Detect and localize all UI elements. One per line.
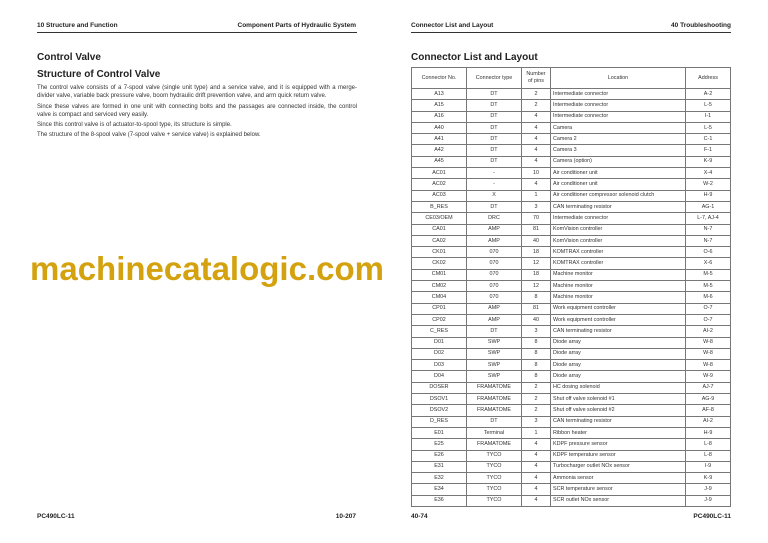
table-row bbox=[412, 348, 731, 359]
connector-type: 070 bbox=[467, 247, 522, 258]
location: Air conditioner compressor solenoid clutch bbox=[551, 190, 686, 201]
location: Air conditioner unit bbox=[551, 179, 686, 190]
header-rule bbox=[411, 32, 731, 33]
connector-type: 070 bbox=[467, 281, 522, 292]
connector-type: 070 bbox=[467, 292, 522, 303]
address: I-1 bbox=[686, 111, 731, 122]
address: C-1 bbox=[686, 134, 731, 145]
col-address: Address bbox=[686, 68, 731, 89]
connector-no: CP02 bbox=[412, 314, 467, 325]
pin-count: 8 bbox=[522, 292, 551, 303]
connector-type: 070 bbox=[467, 258, 522, 269]
connector-no: A13 bbox=[412, 89, 467, 100]
connector-type: DT bbox=[467, 100, 522, 111]
connector-no: CE03/OEM bbox=[412, 213, 467, 224]
connector-type: DT bbox=[467, 326, 522, 337]
location: KOMTRAX controller bbox=[551, 247, 686, 258]
table-row bbox=[412, 495, 731, 506]
table-row bbox=[412, 484, 731, 495]
address: F-1 bbox=[686, 145, 731, 156]
pin-count: 2 bbox=[522, 394, 551, 405]
section-header: Connector List and Layout bbox=[411, 22, 494, 29]
connector-type: FRAMATOME bbox=[467, 394, 522, 405]
connector-no: D04 bbox=[412, 371, 467, 382]
pin-count: 81 bbox=[522, 224, 551, 235]
location: KOMTRAX controller bbox=[551, 258, 686, 269]
address: W-8 bbox=[686, 337, 731, 348]
table-row bbox=[412, 360, 731, 371]
connector-no: E34 bbox=[412, 484, 467, 495]
address: L-8 bbox=[686, 450, 731, 461]
table-row bbox=[412, 326, 731, 337]
connector-type: FRAMATOME bbox=[467, 382, 522, 393]
location: Air conditioner unit bbox=[551, 168, 686, 179]
table-row bbox=[412, 394, 731, 405]
paragraph: Since this control valve is of actuator-to-spool type, its structure is simple. bbox=[37, 122, 232, 129]
address: K-9 bbox=[686, 473, 731, 484]
connector-no: CA01 bbox=[412, 224, 467, 235]
address: AI-2 bbox=[686, 326, 731, 337]
pin-count: 4 bbox=[522, 461, 551, 472]
pin-count: 10 bbox=[522, 168, 551, 179]
connector-no: CM04 bbox=[412, 292, 467, 303]
pin-count: 3 bbox=[522, 201, 551, 212]
connector-type: TYCO bbox=[467, 461, 522, 472]
address: O-7 bbox=[686, 303, 731, 314]
connector-no: D01 bbox=[412, 337, 467, 348]
table-row bbox=[412, 337, 731, 348]
pin-count: 2 bbox=[522, 89, 551, 100]
connector-type: DT bbox=[467, 122, 522, 133]
connector-no: A16 bbox=[412, 111, 467, 122]
connector-no: CK01 bbox=[412, 247, 467, 258]
location: Diode array bbox=[551, 371, 686, 382]
pin-count: 2 bbox=[522, 405, 551, 416]
connector-no: DOSER bbox=[412, 382, 467, 393]
location: CAN terminating resistor bbox=[551, 416, 686, 427]
chapter-header: 40 Troubleshooting bbox=[671, 22, 731, 29]
location: Camera bbox=[551, 122, 686, 133]
address: O-7 bbox=[686, 314, 731, 325]
table-row bbox=[412, 427, 731, 438]
pin-count: 1 bbox=[522, 190, 551, 201]
paragraph: The structure of the 8-spool valve (7-spool valve + service valve) is explained below. bbox=[37, 132, 261, 139]
connector-no: D02 bbox=[412, 348, 467, 359]
page-number: 40-74 bbox=[411, 513, 428, 520]
address: N-7 bbox=[686, 235, 731, 246]
pin-count: 4 bbox=[522, 134, 551, 145]
paragraph: Since these valves are formed in one unit with connecting bolts and the passages are connected inside, the control valve is compact and serviced very easily. bbox=[37, 103, 357, 118]
address: AI-2 bbox=[686, 416, 731, 427]
pin-count: 4 bbox=[522, 495, 551, 506]
address: M-5 bbox=[686, 269, 731, 280]
connector-no: A45 bbox=[412, 156, 467, 167]
col-connector-no: Connector No. bbox=[412, 68, 467, 89]
table-row bbox=[412, 179, 731, 190]
connector-no: AC01 bbox=[412, 168, 467, 179]
connector-no: E26 bbox=[412, 450, 467, 461]
section-header: 10 Structure and Function bbox=[37, 22, 118, 29]
location: Camera (option) bbox=[551, 156, 686, 167]
connector-no: CA02 bbox=[412, 235, 467, 246]
connector-no: DSOV1 bbox=[412, 394, 467, 405]
connector-type: TYCO bbox=[467, 450, 522, 461]
address: L-7, AJ-4 bbox=[686, 213, 731, 224]
pin-count: 70 bbox=[522, 213, 551, 224]
pin-count: 3 bbox=[522, 416, 551, 427]
table-row bbox=[412, 258, 731, 269]
connector-type: AMP bbox=[467, 314, 522, 325]
location: Turbocharger outlet NOx sensor bbox=[551, 461, 686, 472]
connector-no: CM02 bbox=[412, 281, 467, 292]
address: J-9 bbox=[686, 495, 731, 506]
address: AF-8 bbox=[686, 405, 731, 416]
location: Camera 2 bbox=[551, 134, 686, 145]
connector-no: E25 bbox=[412, 439, 467, 450]
model-footer: PC490LC-11 bbox=[693, 513, 731, 520]
connector-no: CP01 bbox=[412, 303, 467, 314]
table-row bbox=[412, 473, 731, 484]
table-row bbox=[412, 314, 731, 325]
connector-type: SWP bbox=[467, 348, 522, 359]
address: W-8 bbox=[686, 360, 731, 371]
address: L-5 bbox=[686, 122, 731, 133]
table-row bbox=[412, 281, 731, 292]
page-title: Connector List and Layout bbox=[411, 52, 538, 63]
address: K-9 bbox=[686, 156, 731, 167]
page-number: 10-207 bbox=[335, 513, 356, 520]
table-row bbox=[412, 439, 731, 450]
connector-no: E31 bbox=[412, 461, 467, 472]
pin-count: 40 bbox=[522, 235, 551, 246]
location: Intermediate connector bbox=[551, 111, 686, 122]
connector-no: A41 bbox=[412, 134, 467, 145]
pin-count: 2 bbox=[522, 100, 551, 111]
connector-type: SWP bbox=[467, 337, 522, 348]
connector-no: CK02 bbox=[412, 258, 467, 269]
connector-no: E01 bbox=[412, 427, 467, 438]
pin-count: 8 bbox=[522, 348, 551, 359]
location: Ammonia sensor bbox=[551, 473, 686, 484]
connector-type: AMP bbox=[467, 303, 522, 314]
pin-count: 8 bbox=[522, 360, 551, 371]
address: A-2 bbox=[686, 89, 731, 100]
location: Camera 3 bbox=[551, 145, 686, 156]
connector-type: 070 bbox=[467, 269, 522, 280]
col-connector-type: Connector type bbox=[467, 68, 522, 89]
connector-type: TYCO bbox=[467, 484, 522, 495]
table-row bbox=[412, 416, 731, 427]
connector-no: B_RES bbox=[412, 201, 467, 212]
location: Ribbon heater bbox=[551, 427, 686, 438]
address: J-9 bbox=[686, 484, 731, 495]
col-pins: Number of pins bbox=[522, 68, 551, 89]
pin-count: 8 bbox=[522, 337, 551, 348]
table-row bbox=[412, 247, 731, 258]
pin-count: 18 bbox=[522, 269, 551, 280]
address: O-6 bbox=[686, 247, 731, 258]
table-row bbox=[412, 100, 731, 111]
pin-count: 12 bbox=[522, 258, 551, 269]
table-row bbox=[412, 190, 731, 201]
location: CAN terminating resistor bbox=[551, 326, 686, 337]
connector-type: AMP bbox=[467, 224, 522, 235]
connector-type: SWP bbox=[467, 360, 522, 371]
location: KDPF pressure sensor bbox=[551, 439, 686, 450]
table-row bbox=[412, 269, 731, 280]
address: L-8 bbox=[686, 439, 731, 450]
location: Diode array bbox=[551, 337, 686, 348]
table-row bbox=[412, 134, 731, 145]
pin-count: 3 bbox=[522, 326, 551, 337]
address: H-9 bbox=[686, 427, 731, 438]
pin-count: 12 bbox=[522, 281, 551, 292]
connector-type: - bbox=[467, 168, 522, 179]
table-row bbox=[412, 201, 731, 212]
connector-type: DT bbox=[467, 145, 522, 156]
address: X-6 bbox=[686, 258, 731, 269]
pin-count: 4 bbox=[522, 156, 551, 167]
connector-type: SWP bbox=[467, 371, 522, 382]
location: Shut off valve solenoid #1 bbox=[551, 394, 686, 405]
address: H-9 bbox=[686, 190, 731, 201]
location: Machine monitor bbox=[551, 281, 686, 292]
table-row bbox=[412, 156, 731, 167]
col-location: Location bbox=[551, 68, 686, 89]
address: N-7 bbox=[686, 224, 731, 235]
connector-type: FRAMATOME bbox=[467, 405, 522, 416]
connector-type: Terminal bbox=[467, 427, 522, 438]
table-row bbox=[412, 292, 731, 303]
pin-count: 2 bbox=[522, 382, 551, 393]
table-row bbox=[412, 235, 731, 246]
connector-no: DSOV2 bbox=[412, 405, 467, 416]
address: W-9 bbox=[686, 371, 731, 382]
location: Machine monitor bbox=[551, 292, 686, 303]
location: Diode array bbox=[551, 360, 686, 371]
pin-count: 4 bbox=[522, 439, 551, 450]
pin-count: 4 bbox=[522, 122, 551, 133]
table-row bbox=[412, 89, 731, 100]
table-row bbox=[412, 405, 731, 416]
location: Work equipment controller bbox=[551, 314, 686, 325]
pin-count: 1 bbox=[522, 427, 551, 438]
paragraph: The control valve consists of a 7-spool valve (single unit type) and a service valve, and it is equipped with a merge-divider valve, variable back pressure valve, boom hydraulic drift prevention valve, and arm quick return valve. bbox=[37, 85, 357, 100]
table-row bbox=[412, 168, 731, 179]
pin-count: 18 bbox=[522, 247, 551, 258]
connector-no: E36 bbox=[412, 495, 467, 506]
header-rule bbox=[37, 32, 357, 33]
connector-table bbox=[411, 67, 731, 507]
location: CAN terminating resistor bbox=[551, 201, 686, 212]
connector-no: A40 bbox=[412, 122, 467, 133]
location: KomVision controller bbox=[551, 224, 686, 235]
location: Intermediate connector bbox=[551, 100, 686, 111]
connector-no: E32 bbox=[412, 473, 467, 484]
location: Intermediate connector bbox=[551, 89, 686, 100]
connector-no: A42 bbox=[412, 145, 467, 156]
location: Intermediate connector bbox=[551, 213, 686, 224]
table-row bbox=[412, 145, 731, 156]
connector-type: TYCO bbox=[467, 473, 522, 484]
connector-type: DT bbox=[467, 89, 522, 100]
connector-no: AC03 bbox=[412, 190, 467, 201]
connector-type: DT bbox=[467, 201, 522, 212]
location: SCR outlet NOx sensor bbox=[551, 495, 686, 506]
pin-count: 4 bbox=[522, 145, 551, 156]
location: Machine monitor bbox=[551, 269, 686, 280]
location: HC dosing solenoid bbox=[551, 382, 686, 393]
connector-type: DT bbox=[467, 416, 522, 427]
table-row bbox=[412, 371, 731, 382]
address: W-8 bbox=[686, 348, 731, 359]
section-title: Structure of Control Valve bbox=[37, 69, 161, 80]
pin-count: 40 bbox=[522, 314, 551, 325]
pin-count: 8 bbox=[522, 371, 551, 382]
connector-no: CM01 bbox=[412, 269, 467, 280]
connector-no: D_RES bbox=[412, 416, 467, 427]
connector-type: X bbox=[467, 190, 522, 201]
table-row bbox=[412, 461, 731, 472]
chapter-header: Component Parts of Hydraulic System bbox=[237, 22, 356, 29]
connector-type: DT bbox=[467, 156, 522, 167]
table-row bbox=[412, 122, 731, 133]
model-footer: PC490LC-11 bbox=[37, 513, 75, 520]
connector-type: FRAMATOME bbox=[467, 439, 522, 450]
pin-count: 81 bbox=[522, 303, 551, 314]
connector-no: A15 bbox=[412, 100, 467, 111]
location: SCR temperature sensor bbox=[551, 484, 686, 495]
connector-no: D03 bbox=[412, 360, 467, 371]
location: KomVision controller bbox=[551, 235, 686, 246]
pin-count: 4 bbox=[522, 473, 551, 484]
connector-type: - bbox=[467, 179, 522, 190]
address: X-4 bbox=[686, 168, 731, 179]
location: KDPF temperature sensor bbox=[551, 450, 686, 461]
table-row bbox=[412, 382, 731, 393]
address: W-2 bbox=[686, 179, 731, 190]
table-row bbox=[412, 224, 731, 235]
address: I-9 bbox=[686, 461, 731, 472]
connector-type: DRC bbox=[467, 213, 522, 224]
address: M-6 bbox=[686, 292, 731, 303]
pin-count: 4 bbox=[522, 484, 551, 495]
connector-no: AC02 bbox=[412, 179, 467, 190]
address: M-5 bbox=[686, 281, 731, 292]
table-row bbox=[412, 450, 731, 461]
pin-count: 4 bbox=[522, 179, 551, 190]
table-row bbox=[412, 111, 731, 122]
location: Shut off valve solenoid #2 bbox=[551, 405, 686, 416]
location: Work equipment controller bbox=[551, 303, 686, 314]
table-row bbox=[412, 303, 731, 314]
page-title: Control Valve bbox=[37, 52, 101, 63]
location: Diode array bbox=[551, 348, 686, 359]
watermark: machinecatalogic.com bbox=[30, 250, 384, 287]
pin-count: 4 bbox=[522, 450, 551, 461]
table-row bbox=[412, 213, 731, 224]
address: AG-9 bbox=[686, 394, 731, 405]
pin-count: 4 bbox=[522, 111, 551, 122]
address: L-5 bbox=[686, 100, 731, 111]
address: AG-1 bbox=[686, 201, 731, 212]
connector-type: TYCO bbox=[467, 495, 522, 506]
address: AJ-7 bbox=[686, 382, 731, 393]
connector-type: AMP bbox=[467, 235, 522, 246]
left-content bbox=[37, 52, 357, 142]
connector-type: DT bbox=[467, 111, 522, 122]
connector-type: DT bbox=[467, 134, 522, 145]
connector-no: C_RES bbox=[412, 326, 467, 337]
